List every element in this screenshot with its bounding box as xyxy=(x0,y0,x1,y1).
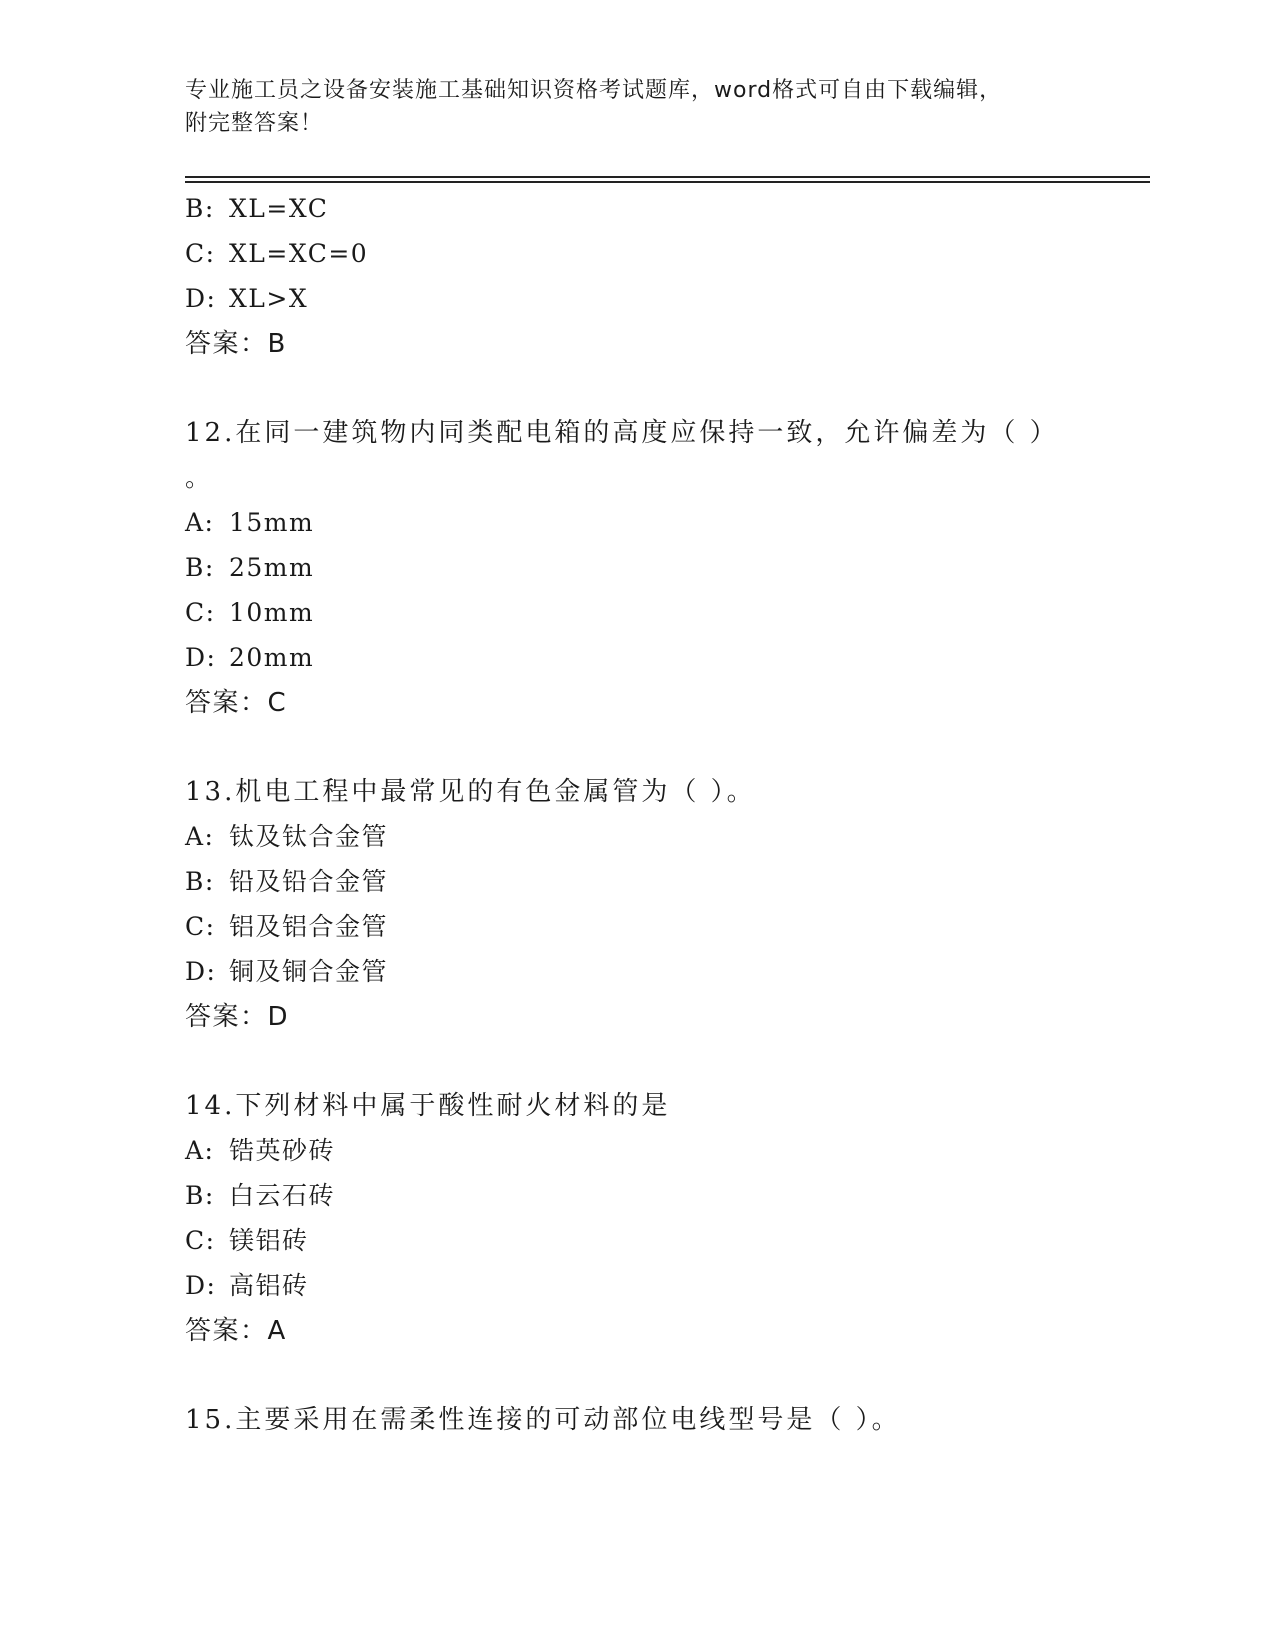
option-text: 高铝砖 xyxy=(229,1271,309,1300)
question-12: 12.在同一建筑物内同类配电箱的高度应保持一致，允许偏差为（ ） xyxy=(185,418,1059,448)
option-text: 锆英砂砖 xyxy=(229,1136,336,1165)
option-a xyxy=(185,1136,335,1166)
option-text: 白云石砖 xyxy=(229,1181,336,1210)
option-a xyxy=(185,508,314,538)
header-rule-lower xyxy=(185,181,1150,183)
question-12-continuation: 。 xyxy=(185,463,212,492)
question-14: 14.下列材料中属于酸性耐火材料的是 xyxy=(185,1091,671,1121)
answer-line: 答案：D xyxy=(185,1002,290,1032)
option-text: XL>X xyxy=(229,284,309,313)
option-label: C: xyxy=(185,912,216,941)
option-label: B: xyxy=(185,553,215,582)
option-text: 15mm xyxy=(229,508,315,537)
question-13: 13.机电工程中最常见的有色金属管为（ ）。 xyxy=(185,777,756,807)
option-d xyxy=(185,1271,309,1301)
option-label: A: xyxy=(185,508,215,537)
header-line-1: 专业施工员之设备安装施工基础知识资格考试题库，word格式可自由下载编辑， xyxy=(185,78,1003,103)
option-text: 镁铝砖 xyxy=(229,1226,309,1255)
option-b xyxy=(185,1181,335,1211)
option-d xyxy=(185,284,308,314)
option-c xyxy=(185,912,388,942)
answer-line: 答案：A xyxy=(185,1316,287,1346)
header-line-2: 附完整答案！ xyxy=(185,111,324,136)
answer-line: 答案：C xyxy=(185,688,288,718)
option-text: 钛及钛合金管 xyxy=(229,822,389,851)
option-label: C: xyxy=(185,1226,216,1255)
option-text: XL=XC xyxy=(229,194,329,223)
option-label: D: xyxy=(185,957,217,986)
option-label: A: xyxy=(185,1136,215,1165)
option-text: XL=XC=0 xyxy=(229,239,369,268)
option-c xyxy=(185,239,368,269)
question-15: 15.主要采用在需柔性连接的可动部位电线型号是（ ）。 xyxy=(185,1405,901,1435)
option-label: A: xyxy=(185,822,215,851)
option-d xyxy=(185,957,388,987)
answer-line: 答案：B xyxy=(185,329,287,359)
option-label: C: xyxy=(185,239,216,268)
option-b xyxy=(185,194,328,224)
option-b xyxy=(185,867,388,897)
option-b xyxy=(185,553,314,583)
option-label: C: xyxy=(185,598,216,627)
option-text: 10mm xyxy=(229,598,315,627)
option-c xyxy=(185,1226,309,1256)
option-text: 20mm xyxy=(229,643,315,672)
option-label: B: xyxy=(185,1181,215,1210)
option-text: 铝及铝合金管 xyxy=(229,912,389,941)
document-header xyxy=(185,74,1065,140)
option-label: D: xyxy=(185,1271,217,1300)
option-label: D: xyxy=(185,643,217,672)
option-label: B: xyxy=(185,867,215,896)
option-a xyxy=(185,822,388,852)
header-rule-upper xyxy=(185,176,1150,178)
option-label: D: xyxy=(185,284,217,313)
option-text: 铜及铜合金管 xyxy=(229,957,389,986)
option-text: 25mm xyxy=(229,553,315,582)
option-label: B: xyxy=(185,194,215,223)
option-c xyxy=(185,598,314,628)
option-text: 铅及铅合金管 xyxy=(229,867,389,896)
option-d xyxy=(185,643,314,673)
